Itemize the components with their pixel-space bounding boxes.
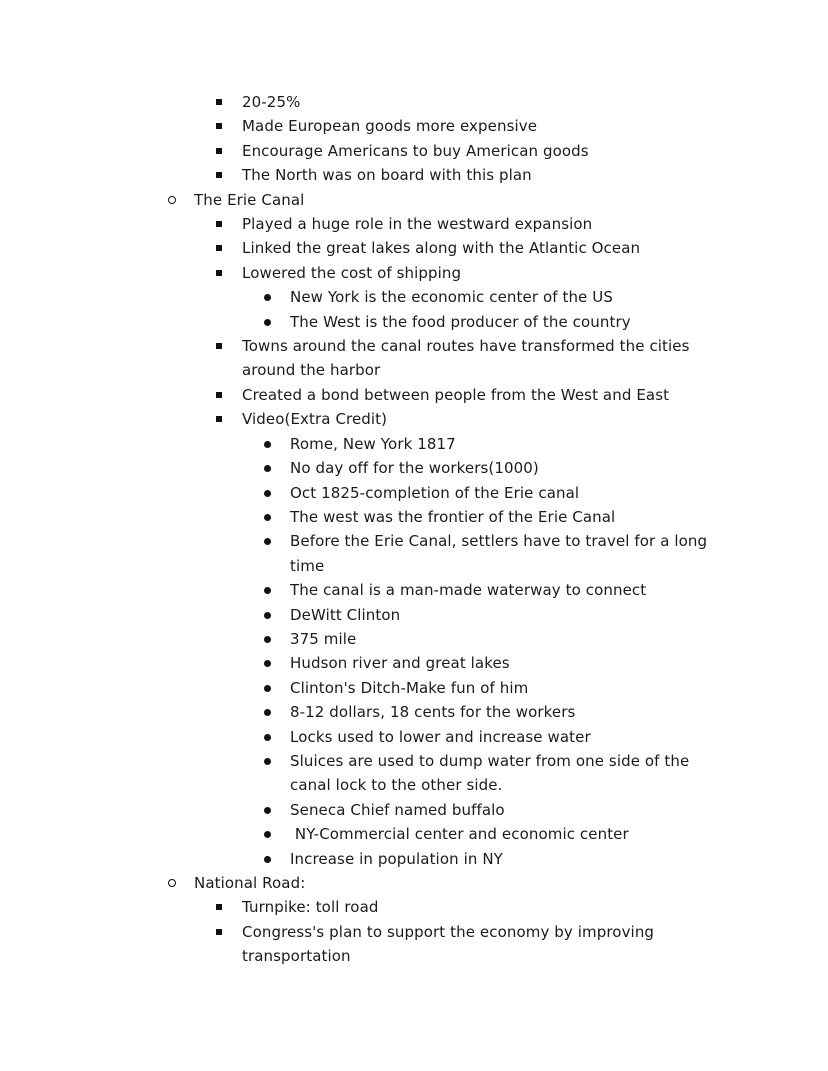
list-item-text: Towns around the canal routes have transformed the cities around the harbor — [242, 337, 695, 380]
disc-bullet-icon — [264, 700, 290, 716]
list-item-text: No day off for the workers(1000) — [290, 459, 539, 478]
square-bullet-icon — [216, 163, 242, 178]
list-item — [0, 676, 735, 700]
list-item — [0, 432, 735, 456]
list-item — [0, 163, 735, 187]
list-item — [0, 407, 735, 431]
list-item-text: DeWitt Clinton — [290, 605, 401, 624]
disc-bullet-icon — [264, 603, 290, 619]
disc-bullet-icon — [264, 505, 290, 521]
disc-bullet-icon — [264, 432, 290, 448]
square-bullet-icon — [216, 114, 242, 129]
list-item-text: New York is the economic center of the US — [290, 288, 613, 307]
list-item — [0, 822, 735, 846]
list-item-text: The west was the frontier of the Erie Canal — [290, 507, 616, 526]
square-bullet-icon — [216, 90, 242, 105]
list-item-text: 20-25% — [242, 93, 301, 111]
list-item — [0, 847, 735, 871]
list-item — [0, 310, 735, 334]
disc-bullet-icon — [264, 798, 290, 814]
list-item-text: Played a huge role in the westward expansion — [242, 215, 593, 234]
disc-bullet-icon — [264, 285, 290, 301]
list-item — [0, 700, 735, 724]
square-bullet-icon — [216, 334, 242, 349]
list-item — [0, 603, 735, 627]
disc-bullet-icon — [264, 676, 290, 692]
list-item-text: 8-12 dollars, 18 cents for the workers — [290, 703, 576, 722]
square-bullet-icon — [216, 139, 242, 154]
list-item — [0, 871, 735, 895]
list-item — [0, 334, 735, 383]
list-item — [0, 627, 735, 651]
list-item-text: Oct 1825-completion of the Erie canal — [290, 483, 580, 502]
list-item — [0, 798, 735, 822]
list-item-text: 375 mile — [290, 629, 357, 648]
outline-list — [0, 90, 735, 969]
list-item-text: Sluices are used to dump water from one side of the canal lock to the other side. — [290, 751, 695, 795]
list-item — [0, 529, 735, 578]
list-item — [0, 236, 735, 260]
list-item — [0, 383, 735, 407]
square-bullet-icon — [216, 920, 242, 935]
list-item-text: The North was on board with this plan — [242, 166, 532, 185]
square-bullet-icon — [216, 261, 242, 276]
list-item-text: The canal is a man-made waterway to connect — [290, 581, 647, 600]
disc-bullet-icon — [264, 822, 290, 838]
disc-bullet-icon — [264, 529, 290, 545]
disc-bullet-icon — [264, 627, 290, 643]
list-item-text: National Road: — [194, 874, 306, 892]
list-item-text: Turnpike: toll road — [242, 898, 379, 917]
disc-bullet-icon — [264, 481, 290, 497]
list-item-text: Created a bond between people from the West and East — [242, 385, 670, 404]
list-item — [0, 114, 735, 138]
list-item-text: Made European goods more expensive — [242, 117, 538, 136]
list-item — [0, 90, 735, 114]
list-item — [0, 261, 735, 285]
disc-bullet-icon — [264, 651, 290, 667]
list-item-text: Encourage Americans to buy American goods — [242, 141, 589, 160]
list-item-text: Seneca Chief named buffalo — [290, 800, 505, 819]
list-item — [0, 895, 735, 919]
list-item-text: The Erie Canal — [194, 190, 305, 209]
list-item-text: Before the Erie Canal, settlers have to travel for a long time — [290, 532, 713, 575]
square-bullet-icon — [216, 895, 242, 910]
list-item-text: Linked the great lakes along with the Atlantic Ocean — [242, 239, 641, 258]
list-item — [0, 651, 735, 675]
list-item — [0, 725, 735, 749]
disc-bullet-icon — [264, 725, 290, 741]
circle-bullet-icon — [168, 871, 194, 887]
list-item — [0, 139, 735, 163]
list-item-text: Rome, New York 1817 — [290, 434, 456, 453]
list-item — [0, 481, 735, 505]
list-item-text: Lowered the cost of shipping — [242, 263, 462, 282]
square-bullet-icon — [216, 236, 242, 251]
list-item — [0, 749, 735, 798]
list-item-text: Clinton's Ditch-Make fun of him — [290, 678, 529, 697]
disc-bullet-icon — [264, 847, 290, 863]
list-item — [0, 285, 735, 309]
list-item-text: The West is the food producer of the country — [290, 312, 631, 331]
list-item-text: Hudson river and great lakes — [290, 654, 510, 673]
disc-bullet-icon — [264, 578, 290, 594]
square-bullet-icon — [216, 383, 242, 398]
list-item — [0, 456, 735, 480]
disc-bullet-icon — [264, 310, 290, 326]
square-bullet-icon — [216, 407, 242, 422]
list-item — [0, 188, 735, 212]
list-item — [0, 920, 735, 969]
circle-bullet-icon — [168, 188, 194, 204]
list-item-text: Congress's plan to support the economy by improving transportation — [242, 922, 659, 966]
list-item-text: Locks used to lower and increase water — [290, 727, 591, 746]
disc-bullet-icon — [264, 456, 290, 472]
disc-bullet-icon — [264, 749, 290, 765]
list-item — [0, 578, 735, 602]
square-bullet-icon — [216, 212, 242, 227]
list-item-text: Increase in population in NY — [290, 849, 503, 868]
list-item — [0, 505, 735, 529]
list-item-text: Video(Extra Credit) — [242, 410, 388, 429]
list-item — [0, 212, 735, 236]
list-item-text: NY-Commercial center and economic center — [290, 825, 629, 844]
